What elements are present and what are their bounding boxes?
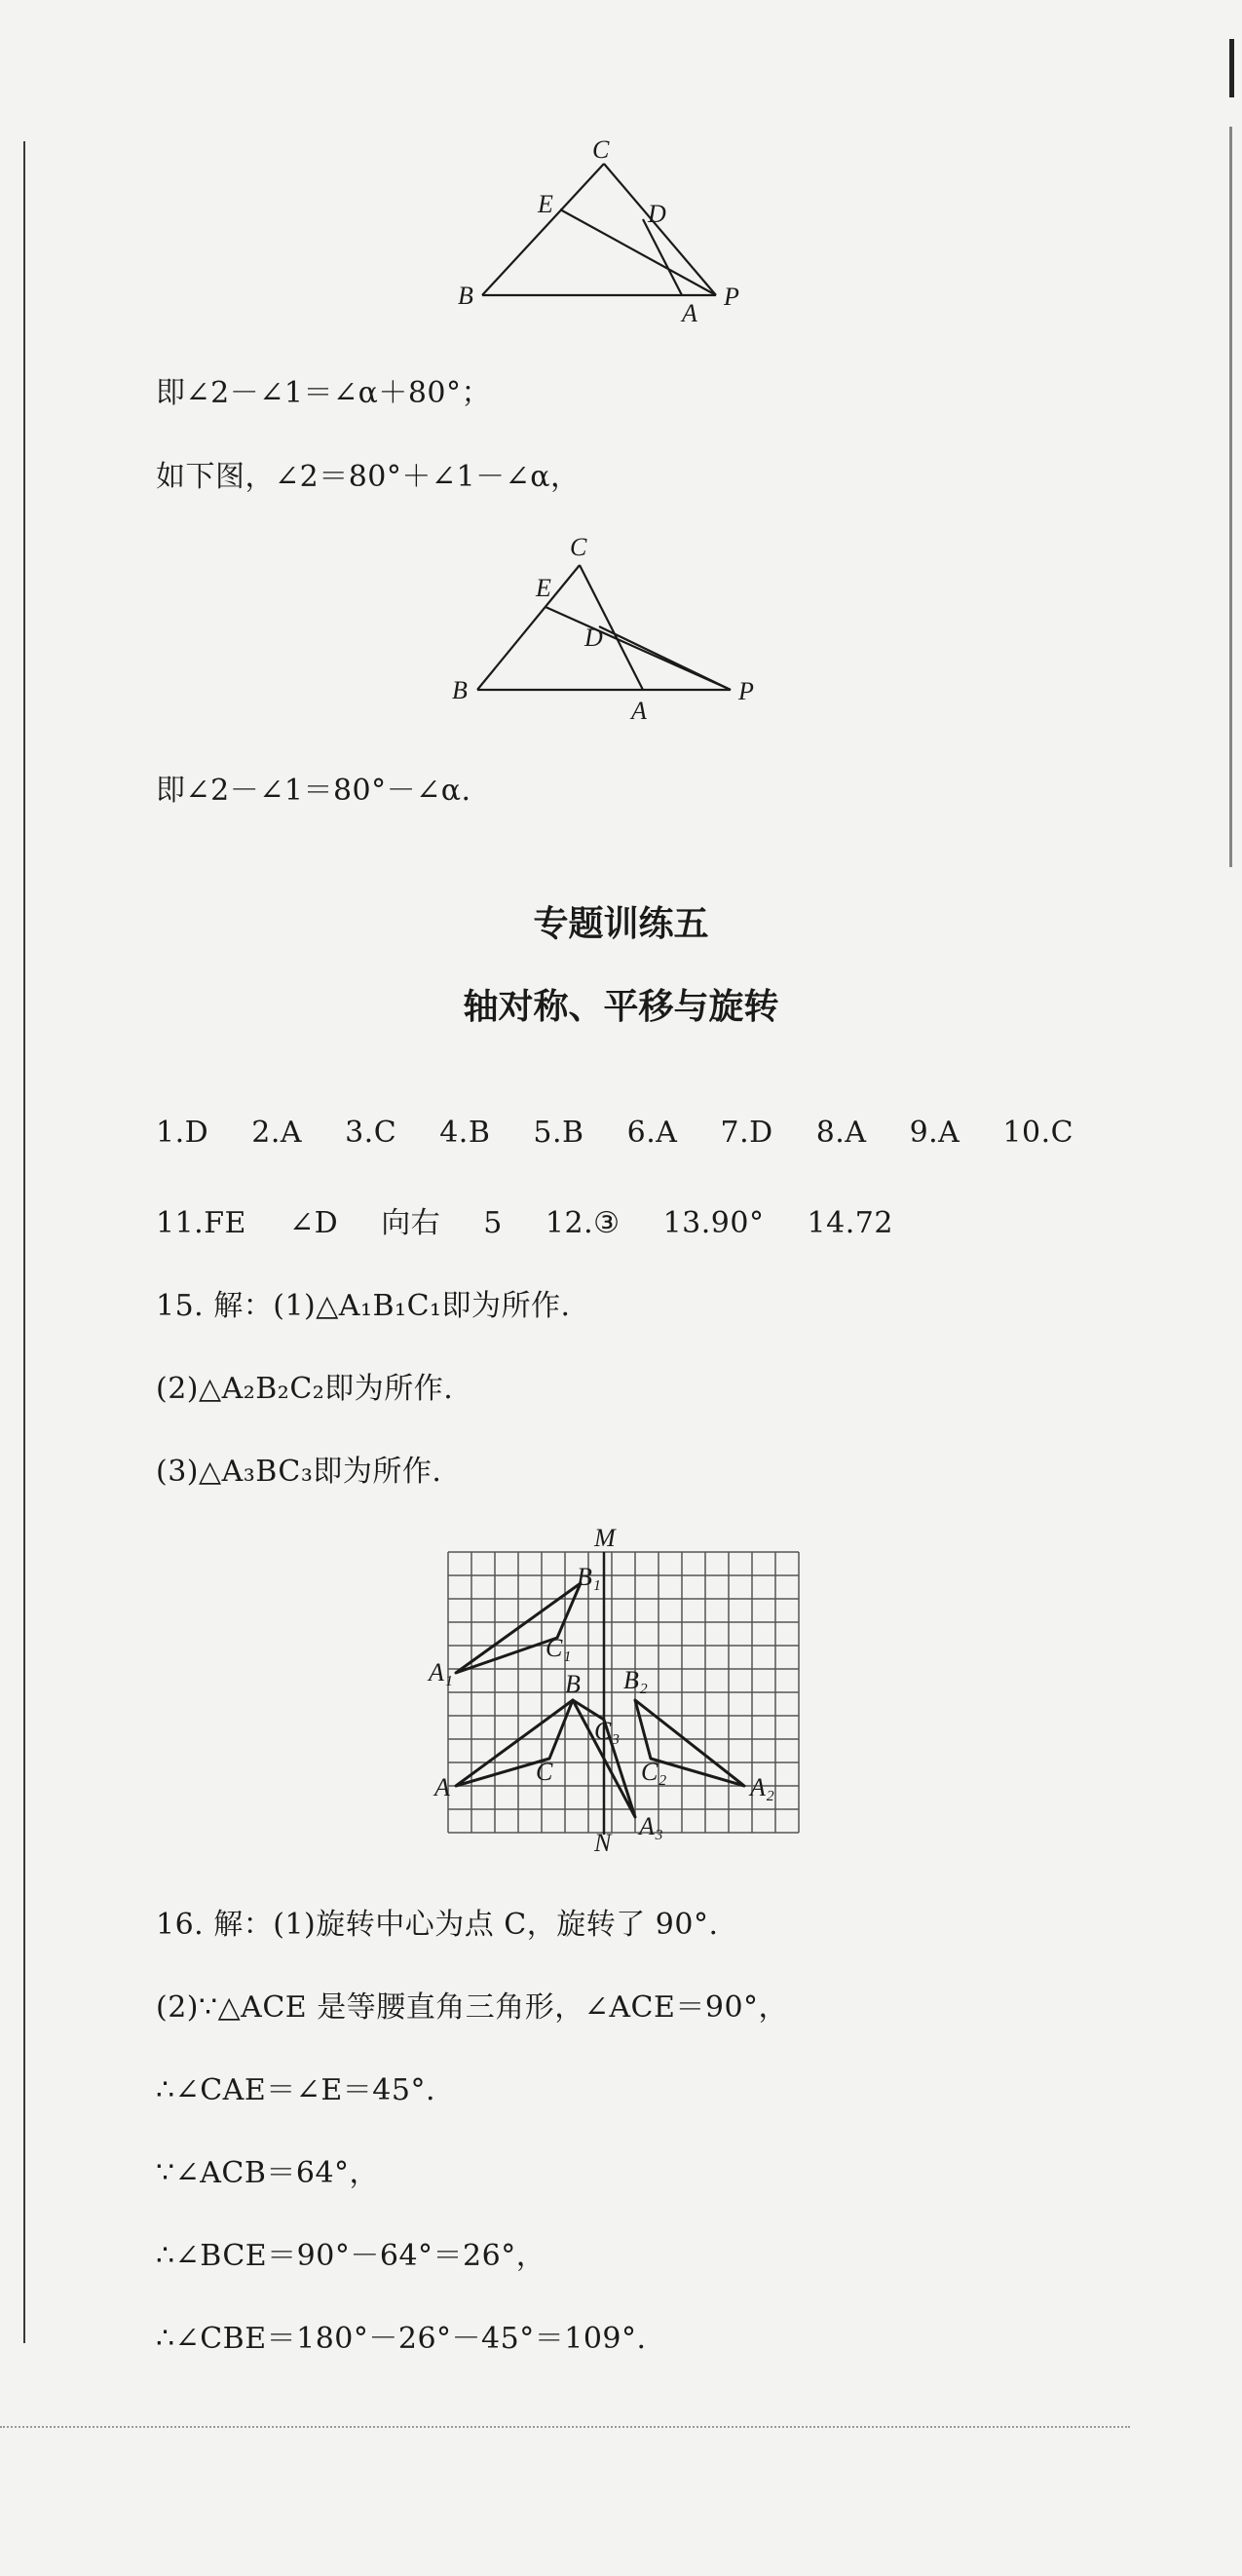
q15-line-1: 15. 解：(1)△A₁B₁C₁即为所作.: [156, 1289, 571, 1323]
q16-line-6: ∴∠CBE＝180°－26°－45°＝109°.: [156, 2322, 647, 2356]
fig3-label-a1: A₁: [429, 1658, 453, 1686]
fig3-label-c3: C₃: [594, 1717, 621, 1745]
page-edge-mark: [1229, 39, 1234, 97]
fig3-label-n: N: [594, 1829, 612, 1856]
answer-item: 5.B: [533, 1116, 584, 1150]
q16-line-5: ∴∠BCE＝90°－64°＝26°，: [156, 2239, 546, 2273]
fig2-label-c: C: [570, 533, 587, 561]
q16-line-4: ∵∠ACB＝64°，: [156, 2156, 380, 2190]
fig3-label-a: A: [434, 1773, 450, 1801]
q16-line-2: (2)∵△ACE 是等腰直角三角形，∠ACE＝90°，: [156, 1990, 789, 2025]
triangle-figure-2: [438, 531, 770, 726]
fig2-label-a: A: [631, 697, 647, 725]
fig3-label-b1: B₁: [577, 1563, 601, 1591]
answer-item: 7.D: [720, 1116, 773, 1150]
fig3-label-c: C: [536, 1758, 553, 1786]
fig2-label-e: E: [536, 574, 551, 602]
page-edge-shadow: [1229, 127, 1232, 867]
fig3-label-c2: C₂: [641, 1758, 667, 1786]
answer-item: 2.A: [251, 1116, 303, 1150]
left-margin-line: [23, 141, 25, 2343]
fig1-label-c: C: [592, 136, 610, 164]
answer-item: 10.C: [1002, 1116, 1074, 1150]
bottom-dotted-rule: [0, 2426, 1130, 2428]
fig3-label-b2: B₂: [623, 1666, 648, 1694]
answer-item: 向右: [381, 1206, 441, 1240]
fig3-label-a2: A₂: [750, 1773, 774, 1801]
text-line-1: 即∠2－∠1＝∠α＋80°；: [156, 376, 492, 410]
q15-line-2: (2)△A₂B₂C₂即为所作.: [156, 1372, 454, 1406]
answers-row-1: [156, 1116, 1107, 1150]
answers-row-2: [156, 1198, 926, 1241]
triangle-figure-1: [448, 136, 779, 331]
answer-item: 1.D: [156, 1116, 209, 1150]
q16-line-1: 16. 解：(1)旋转中心为点 C，旋转了 90°.: [156, 1908, 719, 1942]
text-line-2: 如下图，∠2＝80°＋∠1－∠α，: [156, 460, 581, 494]
section-title: 专题训练五: [533, 904, 709, 944]
answer-item: 8.A: [815, 1116, 867, 1150]
answer-item: 9.A: [909, 1116, 960, 1150]
grid-figure: [409, 1525, 818, 1856]
fig1-label-d: D: [648, 200, 666, 228]
fig3-label-c1: C₁: [546, 1634, 572, 1662]
section-subtitle: 轴对称、平移与旋转: [463, 987, 779, 1027]
answer-item: ∠D: [288, 1206, 339, 1240]
fig3-label-m: M: [594, 1525, 616, 1552]
fig2-label-b: B: [452, 676, 468, 704]
answer-item: 4.B: [439, 1116, 491, 1150]
answer-item: 14.72: [807, 1206, 893, 1240]
fig1-label-p: P: [724, 283, 739, 311]
fig3-label-a3: A₃: [639, 1812, 663, 1840]
fig1-label-a: A: [682, 299, 697, 327]
answer-item: 5: [483, 1206, 503, 1240]
fig1-label-e: E: [538, 190, 553, 218]
fig2-label-d: D: [584, 624, 603, 652]
answer-item: 6.A: [626, 1116, 678, 1150]
q16-line-3: ∴∠CAE＝∠E＝45°.: [156, 2073, 435, 2107]
answer-item: 12.③: [545, 1206, 621, 1240]
text-line-3: 即∠2－∠1＝80°－∠α.: [156, 774, 471, 808]
fig1-label-b: B: [458, 282, 473, 310]
fig2-label-p: P: [738, 677, 754, 705]
fig3-label-b: B: [565, 1670, 581, 1698]
answer-item: 11.FE: [156, 1206, 246, 1240]
answer-item: 3.C: [345, 1116, 397, 1150]
answer-item: 13.90°: [662, 1206, 765, 1240]
q15-line-3: (3)△A₃BC₃即为所作.: [156, 1455, 442, 1489]
